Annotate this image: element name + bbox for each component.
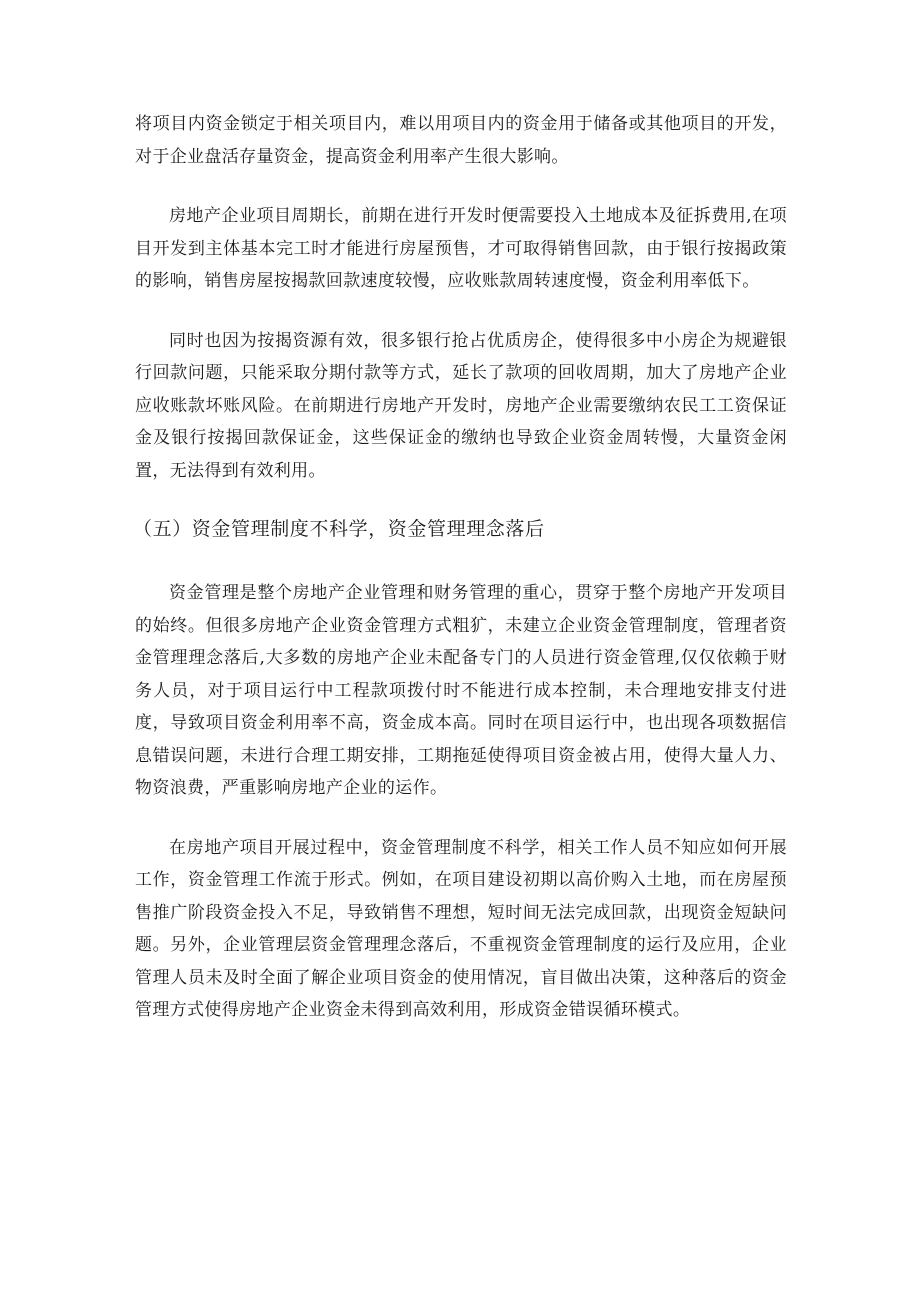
paragraph: 资金管理是整个房地产企业管理和财务管理的重心，贯穿于整个房地产开发项目的始终。但很多房地产企业资金管理方式粗犷，未建立企业资金管理制度，管理者资金管理理念落后,大多数的房地产企业未配备专门的人员进行资金管理,仅仅依赖于财务人员，对于项目运行中工程款项拨付时不能进行成本控制，未合理地安排支付进度，导致项目资金利用率不高，资金成本高。同时在项目运行中，也出现各项数据信息错误问题，未进行合理工期安排，工期拖延使得项目资金被占用，使得大量人力、物资浪费，严重影响房地产企业的运作。 xyxy=(135,583,787,798)
paragraph: 同时也因为按揭资源有效，很多银行抢占优质房企，使得很多中小房企为规避银行回款问题，只能采取分期付款等方式，延长了款项的回收周期，加大了房地产企业应收账款坏账风险。在前期进行房地产开发时，房地产企业需要缴纳农民工工资保证金及银行按揭回款保证金，这些保证金的缴纳也导致企业资金周转慢，大量资金闲置，无法得到有效利用。 xyxy=(135,330,787,481)
paragraph: 在房地产项目开展过程中，资金管理制度不科学，相关工作人员不知应如何开展工作，资金管理工作流于形式。例如，在项目建设初期以高价购入土地，而在房屋预售推广阶段资金投入不足，导致销售不理想，短时间无法完成回款，出现资金短缺问题。另外，企业管理层资金管理理念落后，不重视资金管理制度的运行及应用，企业管理人员未及时全面了解企业项目资金的使用情况，盲目做出决策，这种落后的资金管理方式使得房地产企业资金未得到高效利用，形成资金错误循环模式。 xyxy=(135,837,787,1020)
section-heading: （五）资金管理制度不科学，资金管理理念落后 xyxy=(133,518,545,540)
document-body xyxy=(135,108,787,1054)
paragraph: 房地产企业项目周期长，前期在进行开发时便需要投入土地成本及征拆费用,在项目开发到主体基本完工时才能进行房屋预售，才可取得销售回款，由于银行按揭政策的影响，销售房屋按揭款回款速度较慢，应收账款周转速度慢，资金利用率低下。 xyxy=(135,206,787,291)
paragraph-continued: 将项目内资金锁定于相关项目内，难以用项目内的资金用于储备或其他项目的开发，对于企业盘活存量资金，提高资金利用率产生很大影响。 xyxy=(135,114,787,167)
